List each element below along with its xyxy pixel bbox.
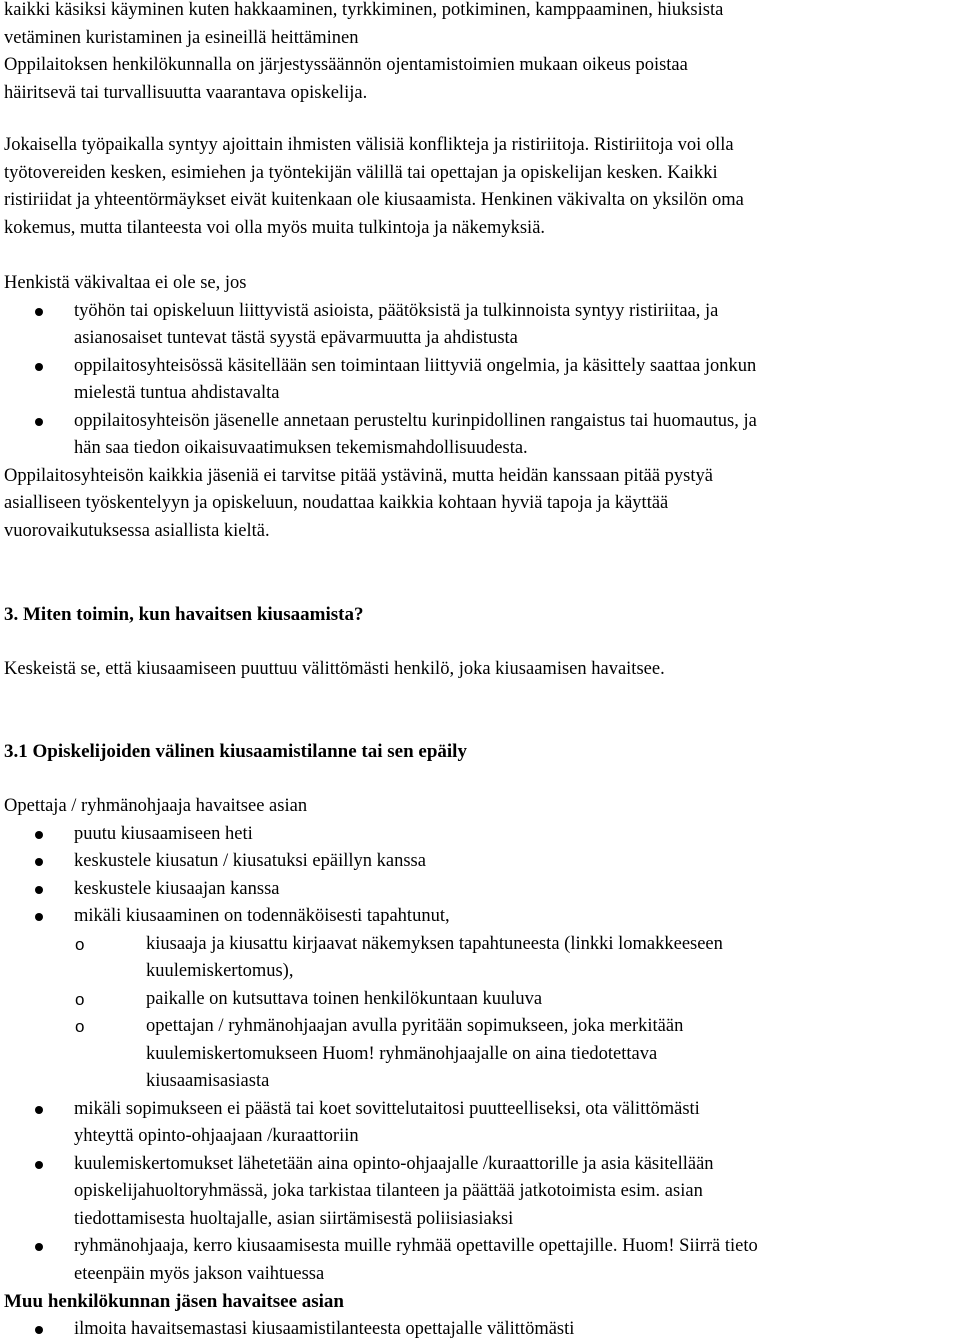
sub-list — [74, 931, 954, 1096]
list-item: puutu kiusaamiseen heti — [4, 821, 954, 849]
list-item: keskustele kiusatun / kiusatuksi epäillyn kanssa — [4, 848, 954, 876]
intro-line: kaikki käsiksi käyminen kuten hakkaaminen, tyrkkiminen, potkiminen, kamppaaminen, hiuksista — [4, 0, 723, 25]
list-item: kuulemiskertomukset lähetetään aina opinto-ohjaajalle /kuraattorille ja asia käsitellään opiskelijahuoltoryhmässä, joka tarkistaa tilanteen ja päättää jatkotoimista esim. asian tiedottamisesta huoltajalle, asian siirtämisestä poliisiasiaksi — [4, 1151, 954, 1234]
intro-line: häiritsevä tai turvallisuutta vaarantava opiskelija. — [4, 80, 723, 108]
circle-bullet-icon: o — [75, 931, 84, 959]
section-3 — [4, 601, 363, 629]
bullet-icon — [35, 1106, 43, 1114]
teacher-list — [4, 821, 954, 1289]
section-3-text-block — [4, 656, 665, 684]
bullet-icon — [35, 1161, 43, 1169]
list-item: ilmoita havaitsemastasi kiusaamistilanteesta opettajalle välittömästi — [4, 1316, 954, 1343]
circle-bullet-icon: o — [75, 1013, 84, 1041]
conflict-paragraph — [4, 132, 744, 242]
list-item: oppilaitosyhteisössä käsitellään sen toimintaan liittyviä ongelmia, ja käsittely saattaa jonkun mielestä tuntua ahdistavalta — [4, 353, 954, 408]
sub-list-item: o kiusaaja ja kiusattu kirjaavat näkemyksen tapahtuneesta (linkki lomakkeeseen kuulemiskertomus), — [74, 931, 954, 986]
bullet-icon — [35, 858, 43, 866]
list-item: oppilaitosyhteisön jäsenelle annetaan perusteltu kurinpidollinen rangaistus tai huomautus, ja hän saa tiedon oikaisuvaatimuksen tekemismahdollisuudesta. — [4, 408, 954, 463]
bullet-list — [4, 298, 954, 463]
paragraph-line: vuorovaikutuksessa asiallista kieltä. — [4, 518, 954, 546]
intro-line: Oppilaitoksen henkilökunnalla on järjestyssäännön ojentamistoimien mukaan oikeus poistaa — [4, 52, 723, 80]
teacher-section — [4, 793, 954, 1343]
not-violence-section — [4, 270, 954, 545]
sub-list-item: o paikalle on kutsuttava toinen henkilökuntaan kuuluva — [74, 986, 954, 1014]
bullet-icon — [35, 886, 43, 894]
staff-heading: Muu henkilökunnan jäsen havaitsee asian — [4, 1288, 954, 1316]
list-item: keskustele kiusaajan kanssa — [4, 876, 954, 904]
section-3-1-heading-block — [4, 738, 467, 766]
intro-line: vetäminen kuristaminen ja esineillä heittäminen — [4, 25, 723, 53]
bullet-icon — [35, 363, 43, 371]
paragraph-line: Oppilaitosyhteisön kaikkia jäseniä ei tarvitse pitää ystävinä, mutta heidän kanssaan pitää pystyä — [4, 463, 954, 491]
staff-list — [4, 1316, 954, 1343]
list-item: mikäli kiusaaminen on todennäköisesti tapahtunut, o kiusaaja ja kiusattu kirjaavat näkemyksen tapahtuneesta (linkki lomakkeeseen kuulemiskertomus), o paikalle on kutsuttava toinen henkilökuntaan kuuluva o opettajan / ryhmänohjaajan avulla pyritään sopimukseen, joka merkitään kuulemiskertomukseen Huom! ryhmänohjaajalle on aina tiedotettava kiusaamisasiasta — [4, 903, 954, 1096]
section-3-text: Keskeistä se, että kiusaamiseen puuttuu välittömästi henkilö, joka kiusaamisen havaitsee. — [4, 656, 665, 684]
list-item: työhön tai opiskeluun liittyvistä asioista, päätöksistä ja tulkinnoista syntyy ristiriitaa, ja asianosaiset tuntevat tästä syystä epävarmuutta ja ahdistusta — [4, 298, 954, 353]
bullet-icon — [35, 831, 43, 839]
paragraph-line: Jokaisella työpaikalla syntyy ajoittain ihmisten välisiä konflikteja ja ristiriitoja. Ristiriitoja voi olla — [4, 132, 744, 160]
bullet-icon — [35, 418, 43, 426]
section-3-1-heading: 3.1 Opiskelijoiden välinen kiusaamistilanne tai sen epäily — [4, 738, 467, 766]
circle-bullet-icon: o — [75, 986, 84, 1014]
sub-list-item: o opettajan / ryhmänohjaajan avulla pyritään sopimukseen, joka merkitään kuulemiskertomukseen Huom! ryhmänohjaajalle on aina tiedotettava kiusaamisasiasta — [74, 1013, 954, 1096]
paragraph-line: työtovereiden kesken, esimiehen ja työntekijän välillä tai opettajan ja opiskelijan kesken. Kaikki — [4, 160, 744, 188]
intro-block — [4, 0, 723, 107]
section-3-heading: 3. Miten toimin, kun havaitsen kiusaamista? — [4, 601, 363, 629]
paragraph-line: asialliseen työskentelyyn ja opiskeluun, noudattaa kaikkia kohtaan hyviä tapoja ja käyttää — [4, 490, 954, 518]
list-item: mikäli sopimukseen ei päästä tai koet sovittelutaitosi puutteelliseksi, ota välittömästi yhteyttä opinto-ohjaajaan /kuraattoriin — [4, 1096, 954, 1151]
section-heading: Henkistä väkivaltaa ei ole se, jos — [4, 270, 954, 298]
bullet-icon — [35, 1326, 43, 1334]
paragraph-line: ristiriidat ja yhteentörmäykset eivät kuitenkaan ole kiusaamista. Henkinen väkivalta on yksilön oma — [4, 187, 744, 215]
bullet-icon — [35, 1243, 43, 1251]
teacher-heading: Opettaja / ryhmänohjaaja havaitsee asian — [4, 793, 954, 821]
paragraph-line: kokemus, mutta tilanteesta voi olla myös muita tulkintoja ja näkemyksiä. — [4, 215, 744, 243]
list-item: ryhmänohjaaja, kerro kiusaamisesta muille ryhmää opettaville opettajille. Huom! Siirrä tieto eteenpäin myös jakson vaihtuessa — [4, 1233, 954, 1288]
bullet-icon — [35, 913, 43, 921]
bullet-icon — [35, 308, 43, 316]
